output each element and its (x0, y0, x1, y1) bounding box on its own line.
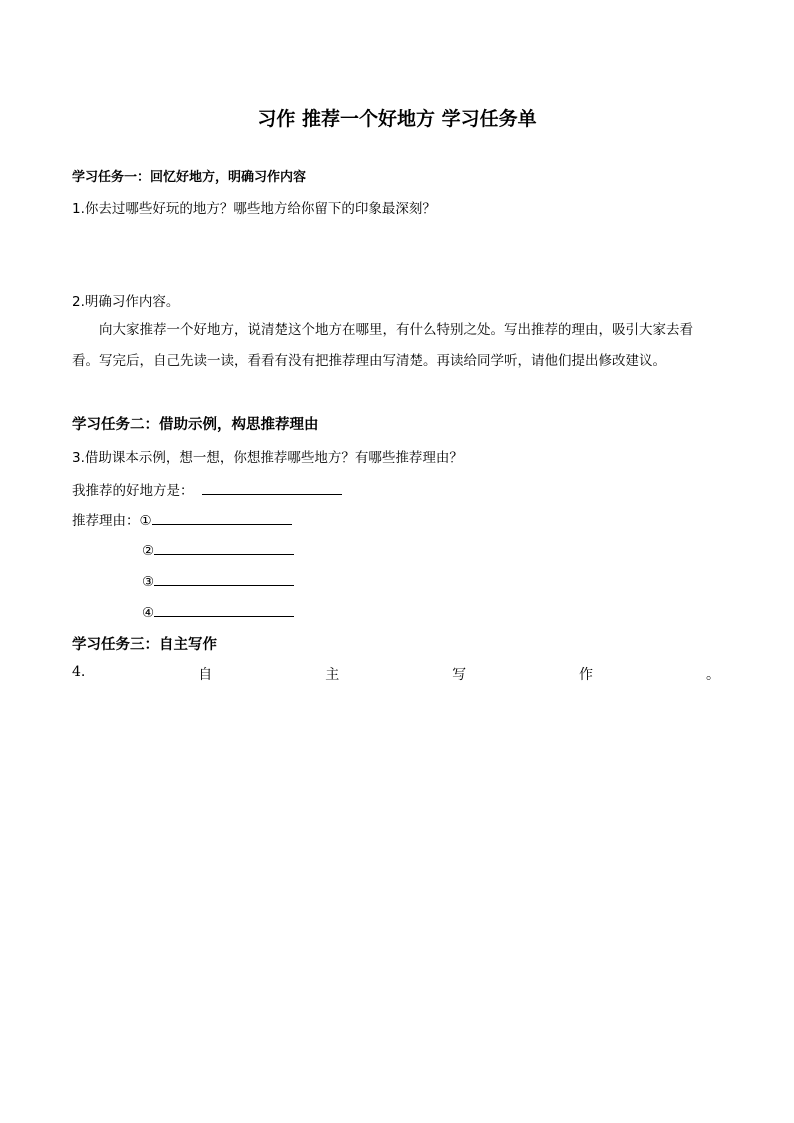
q4-period: 。 (705, 667, 720, 683)
task3-heading: 学习任务三：自主写作 (72, 637, 217, 653)
q4-char: 写 (452, 667, 467, 683)
instruction-line-1: 向大家推荐一个好地方，说清楚这个地方在哪里，有什么特别之处。写出推荐的理由，吸引大家去看 (99, 322, 693, 338)
reason-marker-2: ② (142, 543, 155, 559)
q4-number: 4. (72, 664, 86, 680)
reason-row-1 (72, 509, 292, 529)
question-2: 2.明确习作内容。 (72, 294, 180, 310)
q4-char: 主 (325, 667, 340, 683)
question-4 (72, 664, 720, 684)
reason-marker-3: ③ (142, 574, 155, 590)
reason-row-2 (142, 540, 294, 559)
place-blank[interactable] (202, 480, 342, 495)
reason-label: 推荐理由： (72, 513, 140, 529)
reason-blank-1[interactable] (152, 510, 292, 525)
reason-blank-3[interactable] (154, 571, 294, 586)
q4-char: 自 (198, 667, 213, 683)
place-row (72, 479, 342, 499)
place-label: 我推荐的好地方是： (72, 483, 194, 499)
page-title: 习作 推荐一个好地方 学习任务单 (257, 108, 537, 130)
question-1: 1.你去过哪些好玩的地方？哪些地方给你留下的印象最深刻？ (72, 201, 436, 217)
task1-heading: 学习任务一：回忆好地方，明确习作内容 (72, 170, 307, 185)
reason-blank-2[interactable] (154, 540, 294, 555)
reason-marker-1: ① (139, 513, 152, 529)
q4-char: 作 (579, 667, 594, 683)
reason-row-3 (142, 571, 294, 590)
task2-heading: 学习任务二：借助示例，构思推荐理由 (72, 417, 319, 433)
reason-blank-4[interactable] (154, 602, 294, 617)
question-3: 3.借助课本示例，想一想，你想推荐哪些地方？有哪些推荐理由？ (72, 450, 463, 466)
reason-row-4 (142, 602, 294, 621)
instruction-line-2: 看。写完后，自己先读一读，看看有没有把推荐理由写清楚。再读给同学听，请他们提出修改建议。 (72, 353, 666, 369)
reason-marker-4: ④ (142, 605, 155, 621)
